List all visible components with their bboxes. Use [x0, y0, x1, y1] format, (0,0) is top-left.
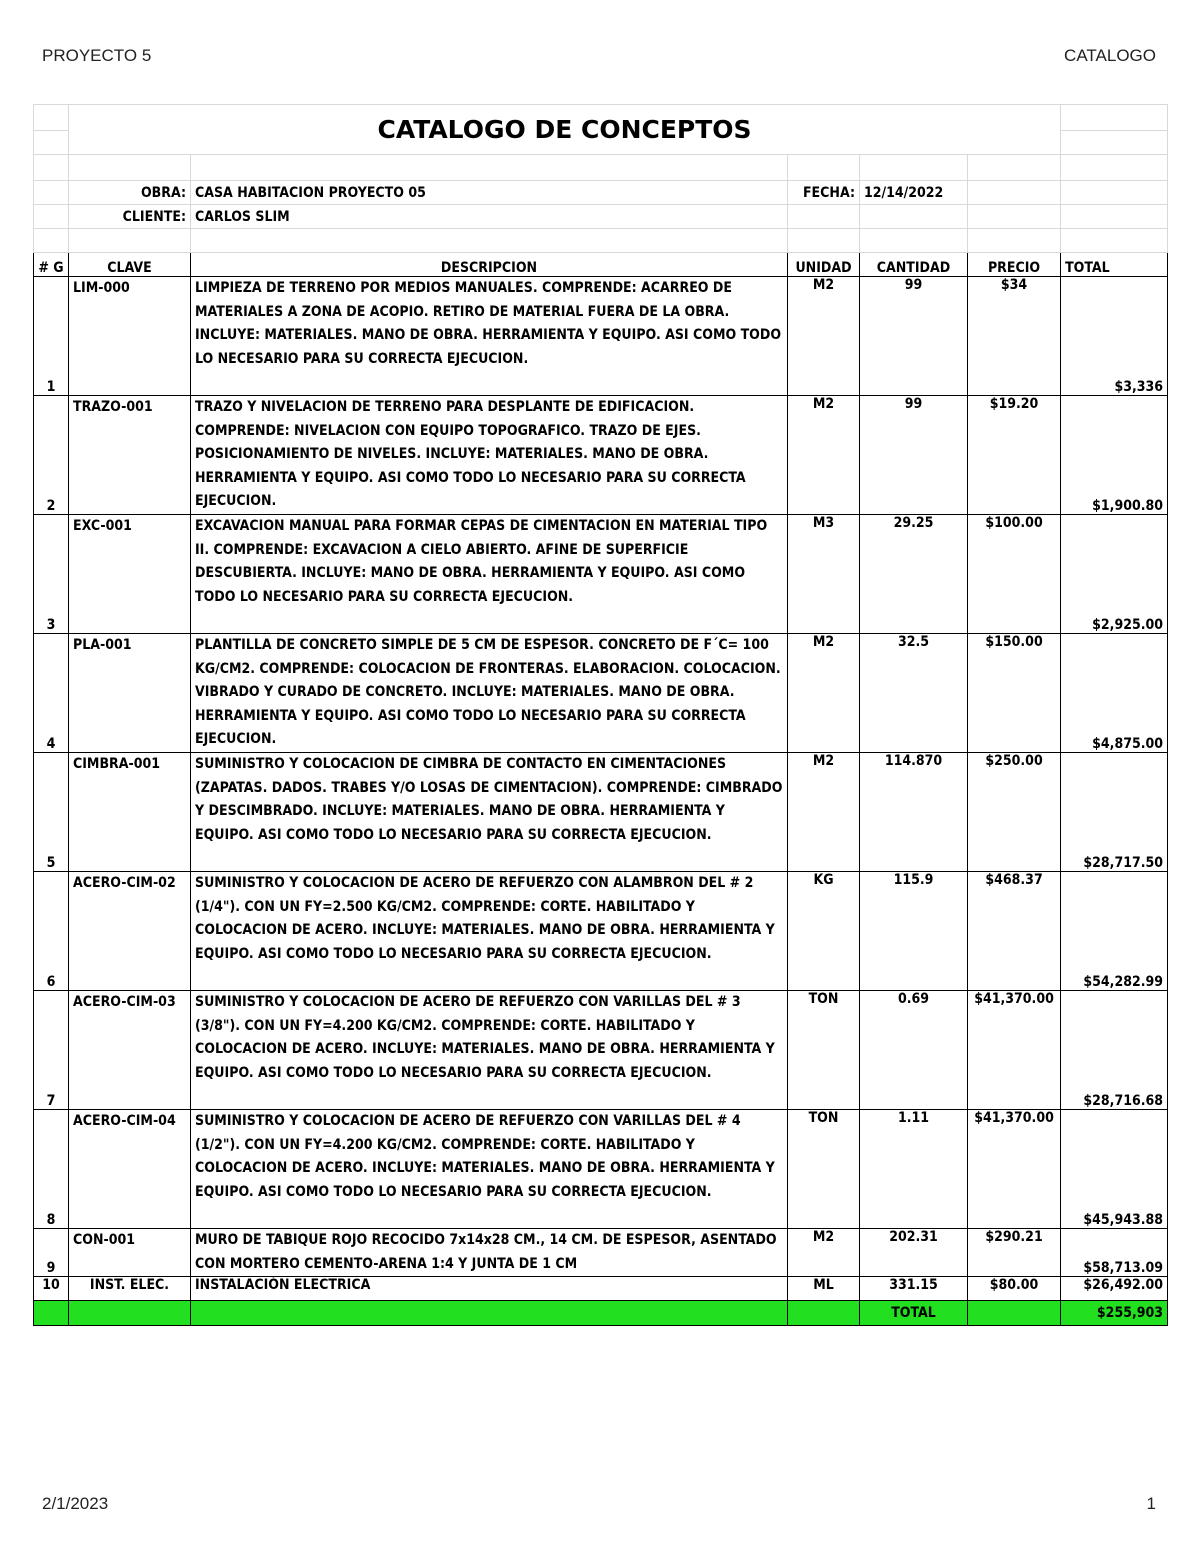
table-row: [34, 991, 1168, 1110]
row-clave: LIM-000: [69, 277, 191, 396]
row-cantidad: 99: [860, 277, 968, 396]
obra-label: OBRA:: [69, 181, 191, 205]
row-descripcion: TRAZO Y NIVELACION DE TERRENO PARA DESPLANTE DE EDIFICACION. COMPRENDE: NIVELACION CON EQUIPO TOPOGRAFICO. TRAZO DE EJES. POSICIONAMIENTO DE NIVELES. INCLUYE: MATERIALES. MANO DE OBRA. HERRAMIENTA Y EQUIPO. ASI COMO TODO LO NECESARIO PARA SU CORRECTA EJECUCION.: [191, 396, 788, 515]
row-g: 7: [34, 991, 69, 1110]
row-total: $28,717.50: [1061, 753, 1168, 872]
row-clave: ACERO-CIM-04: [69, 1110, 191, 1229]
row-total: $2,925.00: [1061, 515, 1168, 634]
row-unidad: M2: [788, 1229, 860, 1277]
table-row: [34, 396, 1168, 515]
row-clave: CIMBRA-001: [69, 753, 191, 872]
col-header-descripcion: DESCRIPCION: [191, 253, 788, 277]
page-title: CATALOGO DE CONCEPTOS: [69, 105, 1061, 155]
table-row: [34, 515, 1168, 634]
row-cantidad: 32.5: [860, 634, 968, 753]
page-footer-date: 2/1/2023: [42, 1494, 109, 1513]
row-total: $26,492.00: [1061, 1277, 1168, 1301]
grand-total-value: $255,903: [1061, 1301, 1168, 1326]
table-row: [34, 753, 1168, 872]
col-header-total: TOTAL: [1061, 253, 1168, 277]
row-unidad: TON: [788, 991, 860, 1110]
page-footer-number: 1: [1146, 1494, 1156, 1513]
row-descripcion: EXCAVACION MANUAL PARA FORMAR CEPAS DE CIMENTACION EN MATERIAL TIPO II. COMPRENDE: EXCAVACION A CIELO ABIERTO. AFINE DE SUPERFICIE DESCUBIERTA. INCLUYE: MANO DE OBRA. HERRAMIENTA Y EQUIPO. ASI COMO TODO LO NECESARIO PARA SU CORRECTA EJECUCION.: [191, 515, 788, 634]
row-unidad: M2: [788, 277, 860, 396]
table-row: [34, 872, 1168, 991]
row-g: 4: [34, 634, 69, 753]
row-g: 8: [34, 1110, 69, 1229]
col-header-clave: CLAVE: [69, 253, 191, 277]
row-total: $28,716.68: [1061, 991, 1168, 1110]
row-unidad: KG: [788, 872, 860, 991]
page-header-right: CATALOGO: [1064, 46, 1156, 65]
row-unidad: M2: [788, 396, 860, 515]
row-total: $45,943.88: [1061, 1110, 1168, 1229]
cliente-value: CARLOS SLIM: [191, 205, 788, 229]
table-header-row: [34, 253, 1168, 277]
row-g: 1: [34, 277, 69, 396]
cliente-label: CLIENTE:: [69, 205, 191, 229]
row-cantidad: 99: [860, 396, 968, 515]
row-total: $3,336: [1061, 277, 1168, 396]
row-precio: $250.00: [968, 753, 1061, 872]
row-descripcion: SUMINISTRO Y COLOCACION DE CIMBRA DE CONTACTO EN CIMENTACIONES (ZAPATAS. DADOS. TRABES Y/O LOSAS DE CIMENTACION). COMPRENDE: CIMBRADO Y DESCIMBRADO. INCLUYE: MATERIALES. MANO DE OBRA. HERRAMIENTA Y EQUIPO. ASI COMO TODO LO NECESARIO PARA SU CORRECTA EJECUCION.: [191, 753, 788, 872]
row-clave: ACERO-CIM-03: [69, 991, 191, 1110]
row-cantidad: 1.11: [860, 1110, 968, 1229]
row-precio: $19.20: [968, 396, 1061, 515]
row-unidad: M3: [788, 515, 860, 634]
row-cantidad: 115.9: [860, 872, 968, 991]
row-g: 3: [34, 515, 69, 634]
col-header-g: # G: [34, 253, 69, 277]
row-g: 9: [34, 1229, 69, 1277]
grand-total-row: [34, 1301, 1168, 1326]
row-precio: $468.37: [968, 872, 1061, 991]
row-descripcion: INSTALACIÓN ELECTRICA: [191, 1277, 788, 1301]
row-clave: TRAZO-001: [69, 396, 191, 515]
table-row: [34, 634, 1168, 753]
row-precio: $100.00: [968, 515, 1061, 634]
row-clave: CON-001: [69, 1229, 191, 1277]
row-cantidad: 202.31: [860, 1229, 968, 1277]
col-header-unidad: UNIDAD: [788, 253, 860, 277]
row-unidad: ML: [788, 1277, 860, 1301]
page-header-left: PROYECTO 5: [42, 46, 152, 65]
row-precio: $41,370.00: [968, 1110, 1061, 1229]
row-cantidad: 0.69: [860, 991, 968, 1110]
row-cantidad: 29.25: [860, 515, 968, 634]
row-clave: INST. ELEC.: [69, 1277, 191, 1301]
row-descripcion: SUMINISTRO Y COLOCACION DE ACERO DE REFUERZO CON VARILLAS DEL # 3 (3/8"). CON UN FY=4.200 KG/CM2. COMPRENDE: CORTE. HABILITADO Y COLOCACION DE ACERO. INCLUYE: MATERIALES. MANO DE OBRA. HERRAMIENTA Y EQUIPO. ASI COMO TODO LO NECESARIO PARA SU CORRECTA EJECUCION.: [191, 991, 788, 1110]
grand-total-label: TOTAL: [860, 1301, 968, 1326]
table-row: [34, 1110, 1168, 1229]
row-precio: $290.21: [968, 1229, 1061, 1277]
row-clave: EXC-001: [69, 515, 191, 634]
row-descripcion: MURO DE TABIQUE ROJO RECOCIDO 7x14x28 CM., 14 CM. DE ESPESOR, ASENTADO CON MORTERO CEMENTO-ARENA 1:4 Y JUNTA DE 1 CM: [191, 1229, 788, 1277]
fecha-label: FECHA:: [788, 181, 860, 205]
row-unidad: M2: [788, 634, 860, 753]
obra-value: CASA HABITACION PROYECTO 05: [191, 181, 788, 205]
table-row: [34, 277, 1168, 396]
catalog-sheet: [33, 104, 1168, 1326]
col-header-precio: PRECIO: [968, 253, 1061, 277]
table-row: [34, 1229, 1168, 1277]
row-unidad: TON: [788, 1110, 860, 1229]
row-cantidad: 331.15: [860, 1277, 968, 1301]
row-descripcion: SUMINISTRO Y COLOCACION DE ACERO DE REFUERZO CON VARILLAS DEL # 4 (1/2"). CON UN FY=4.200 KG/CM2. COMPRENDE: CORTE. HABILITADO Y COLOCACION DE ACERO. INCLUYE: MATERIALES. MANO DE OBRA. HERRAMIENTA Y EQUIPO. ASI COMO TODO LO NECESARIO PARA SU CORRECTA EJECUCION.: [191, 1110, 788, 1229]
row-precio: $150.00: [968, 634, 1061, 753]
row-precio: $80.00: [968, 1277, 1061, 1301]
col-header-cantidad: CANTIDAD: [860, 253, 968, 277]
row-unidad: M2: [788, 753, 860, 872]
row-total: $58,713.09: [1061, 1229, 1168, 1277]
row-g: 5: [34, 753, 69, 872]
row-cantidad: 114.870: [860, 753, 968, 872]
row-total: $1,900.80: [1061, 396, 1168, 515]
row-precio: $41,370.00: [968, 991, 1061, 1110]
row-total: $4,875.00: [1061, 634, 1168, 753]
row-clave: PLA-001: [69, 634, 191, 753]
table-row: [34, 1277, 1168, 1301]
fecha-value: 12/14/2022: [860, 181, 968, 205]
row-precio: $34: [968, 277, 1061, 396]
row-descripcion: PLANTILLA DE CONCRETO SIMPLE DE 5 CM DE ESPESOR. CONCRETO DE F´C= 100 KG/CM2. COMPRENDE: COLOCACION DE FRONTERAS. ELABORACION. COLOCACION. VIBRADO Y CURADO DE CONCRETO. INCLUYE: MATERIALES. MANO DE OBRA. HERRAMIENTA Y EQUIPO. ASI COMO TODO LO NECESARIO PARA SU CORRECTA EJECUCION.: [191, 634, 788, 753]
row-g: 10: [34, 1277, 69, 1301]
row-g: 2: [34, 396, 69, 515]
row-total: $54,282.99: [1061, 872, 1168, 991]
row-descripcion: SUMINISTRO Y COLOCACION DE ACERO DE REFUERZO CON ALAMBRON DEL # 2 (1/4"). CON UN FY=2.500 KG/CM2. COMPRENDE: CORTE. HABILITADO Y COLOCACION DE ACERO. INCLUYE: MATERIALES. MANO DE OBRA. HERRAMIENTA Y EQUIPO. ASI COMO TODO LO NECESARIO PARA SU CORRECTA EJECUCION.: [191, 872, 788, 991]
row-clave: ACERO-CIM-02: [69, 872, 191, 991]
row-g: 6: [34, 872, 69, 991]
row-descripcion: LIMPIEZA DE TERRENO POR MEDIOS MANUALES. COMPRENDE: ACARREO DE MATERIALES A ZONA DE ACOPIO. RETIRO DE MATERIAL FUERA DE LA OBRA. INCLUYE: MATERIALES. MANO DE OBRA. HERRAMIENTA Y EQUIPO. ASI COMO TODO LO NECESARIO PARA SU CORRECTA EJECUCION.: [191, 277, 788, 396]
